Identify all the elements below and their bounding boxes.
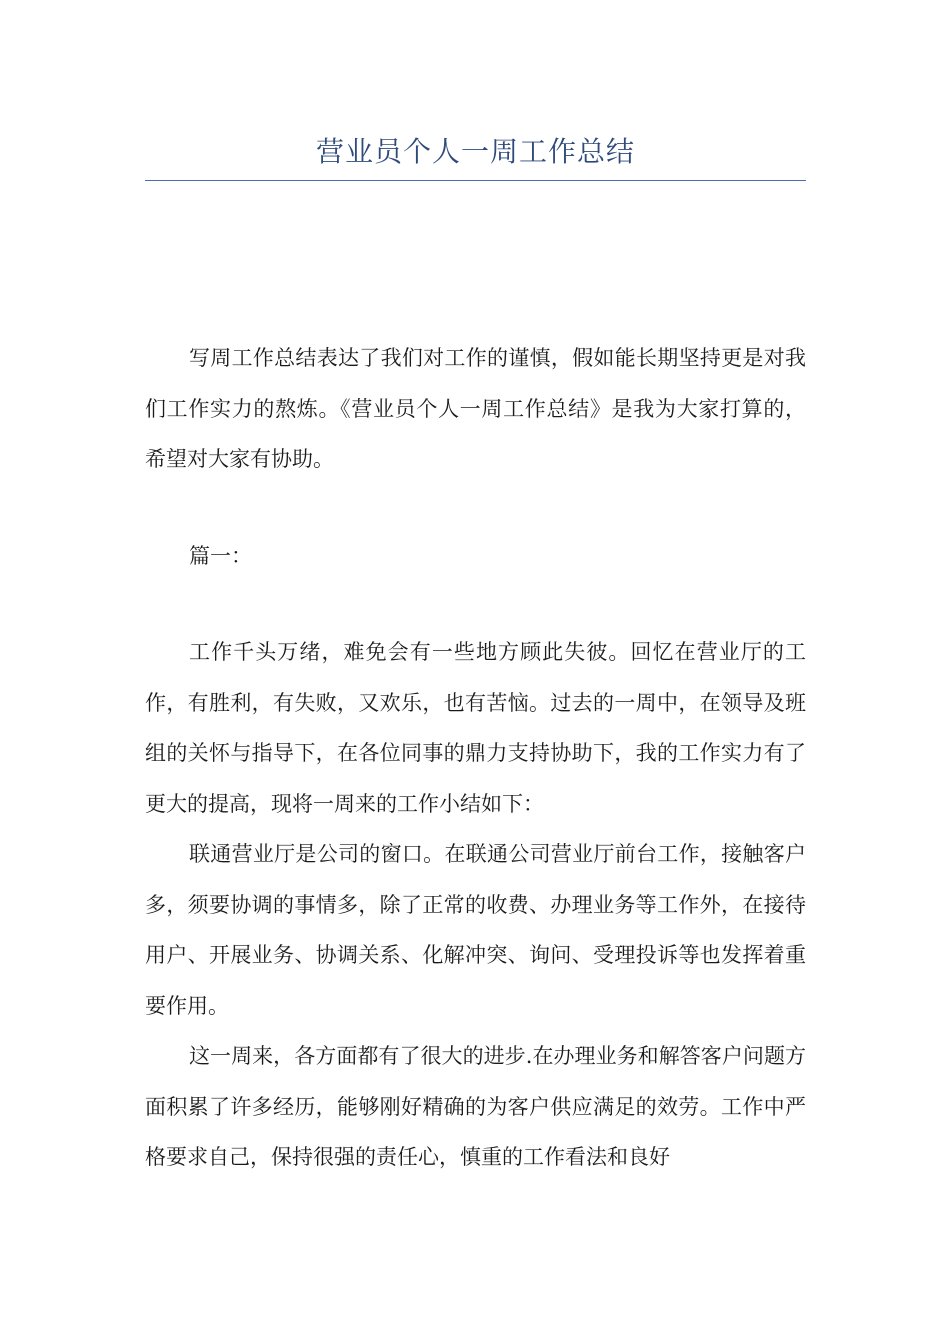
section-heading: 篇一： xyxy=(189,543,252,568)
title-underline xyxy=(145,180,806,181)
document-title: 营业员个人一周工作总结 xyxy=(315,135,635,168)
body-paragraph: 这一周来，各方面都有了很大的进步.在办理业务和解答客户问题方面积累了许多经历，能够刚好精确的为客户供应满足的效劳。工作中严格要求自己，保持很强的责任心，慎重的工作看法和良好 xyxy=(145,1044,806,1169)
spacer xyxy=(145,581,806,627)
body-paragraph: 联通营业厅是公司的窗口。在联通公司营业厅前台工作，接触客户多，须要协调的事情多，除了正常的收费、办理业务等工作外，在接待用户、开展业务、协调关系、化解冲突、询问、受理投诉等也发挥着重要作用。 xyxy=(145,842,806,1018)
spacer xyxy=(145,485,806,531)
body-paragraph: 工作千头万绪，难免会有一些地方顾此失彼。回忆在营业厅的工作，有胜利，有失败，又欢乐，也有苦恼。过去的一周中，在领导及班组的关怀与指导下，在各位同事的鼎力支持协助下，我的工作实力有了更大的提高，现将一周来的工作小结如下： xyxy=(145,640,806,816)
intro-paragraph: 写周工作总结表达了我们对工作的谨慎，假如能长期坚持更是对我们工作实力的熬炼。《营业员个人一周工作总结》是我为大家打算的，希望对大家有协助。 xyxy=(145,346,806,471)
document-body xyxy=(145,333,806,1183)
